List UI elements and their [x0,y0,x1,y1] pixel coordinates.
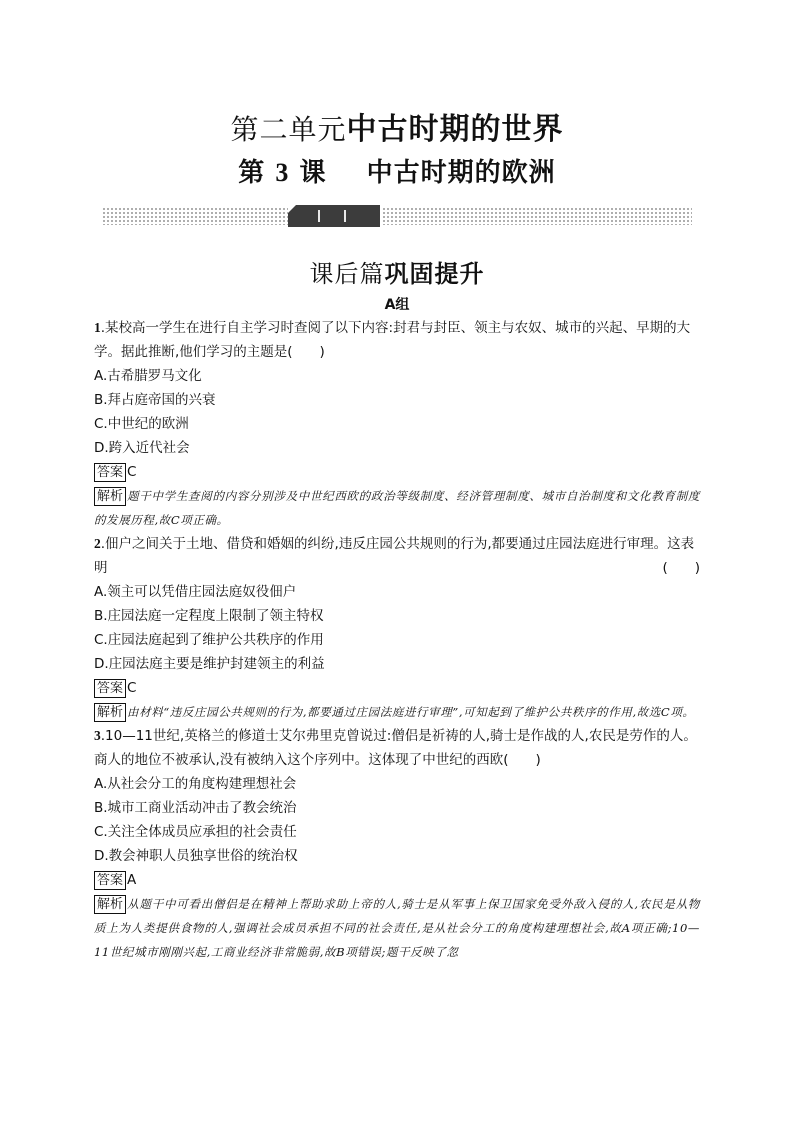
question-stem: 2.佃户之间关于土地、借贷和婚姻的纠纷,违反庄园公共规则的行为,都要通过庄园法庭进行审理。这表明 ( ) [94,532,700,580]
question-number: 2 [94,536,101,551]
option-b: B.庄园法庭一定程度上限制了领主特权 [94,608,324,624]
explanation-tag: 解析 [94,895,126,914]
lesson-title [0,152,794,189]
answer-tag: 答案 [94,679,126,698]
unit-name: 中古时期的世界 [346,112,564,147]
option-b: B.拜占庭帝国的兴衰 [94,392,216,408]
explanation-text: 由材料“违反庄园公共规则的行为,都要通过庄园法庭进行审理”,可知起到了维护公共秩序的作用,故选C项。 [127,705,695,719]
answer-row [94,460,700,484]
option-c: C.关注全体成员应承担的社会责任 [94,824,297,840]
answer-value: C [127,680,137,696]
lesson-label-end: 课 [299,158,327,188]
question-stem: 1.某校高一学生在进行自主学习时查阅了以下内容:封君与封臣、领主与农奴、城市的兴起、早期的大学。据此推断,他们学习的主题是( ) [94,320,691,360]
answer-tag: 答案 [94,463,126,482]
section-title [0,254,794,289]
option-a: A.古希腊罗马文化 [94,368,202,384]
answer-row [94,676,700,700]
question-number: 1 [94,320,101,335]
title-divider [102,205,692,227]
question-stem: 3.10—11世纪,英格兰的修道士艾尔弗里克曾说过:僧侣是祈祷的人,骑士是作战的人,农民是劳作的人。商人的地位不被承认,没有被纳入这个序列中。这体现了中世纪的西欧( ) [94,728,697,768]
explanation [94,892,700,964]
lesson-number: 3 [275,158,290,187]
question-3 [94,724,700,964]
option-c: C.中世纪的欧洲 [94,416,189,432]
option-b: B.城市工商业活动冲击了教会统治 [94,800,297,816]
unit-title [0,104,794,148]
option-d: D.庄园法庭主要是维护封建领主的利益 [94,656,325,672]
divider-tick [318,210,320,222]
option-d: D.教会神职人员独享世俗的统治权 [94,848,298,864]
divider-tab [288,205,380,227]
divider-dots-right [382,207,692,225]
divider-tick [344,210,346,222]
lesson-label-start: 第 [238,158,266,188]
option-a: A.领主可以凭借庄园法庭奴役佃户 [94,584,297,600]
section-title-bold: 巩固提升 [384,260,485,288]
answer-blank: ( ) [662,560,700,576]
group-label: A组 [384,297,410,313]
explanation-text: 从题干中可看出僧侣是在精神上帮助求助上帝的人,骑士是从军事上保卫国家免受外敌入侵的人,农民是从物质上为人类提供食物的人,强调社会成员承担不同的社会责任,是从社会分工的角度构建理想社会,故A项正确;10—11世纪城市刚刚兴起,工商业经济非常脆弱,故B项错误;题干反映了忽 [94,897,700,959]
lesson-name: 中古时期的欧洲 [366,158,556,188]
answer-tag: 答案 [94,871,126,890]
section-title-light: 课后篇 [309,260,385,288]
explanation-tag: 解析 [94,487,126,506]
question-list [94,316,700,964]
explanation-text: 题干中学生查阅的内容分别涉及中世纪西欧的政治等级制度、经济管理制度、城市自治制度和文化教育制度的发展历程,故C项正确。 [94,489,700,527]
option-d: D.跨入近代社会 [94,440,190,456]
answer-row [94,868,700,892]
answer-value: C [127,464,137,480]
unit-prefix: 第二单元 [230,113,347,146]
explanation [94,700,700,724]
divider-dots-left [102,207,288,225]
option-c: C.庄园法庭起到了维护公共秩序的作用 [94,632,324,648]
answer-value: A [127,872,137,888]
question-1 [94,316,700,532]
explanation [94,484,700,532]
question-2 [94,532,700,724]
option-a: A.从社会分工的角度构建理想社会 [94,776,297,792]
explanation-tag: 解析 [94,703,126,722]
question-number: 3 [94,728,101,743]
